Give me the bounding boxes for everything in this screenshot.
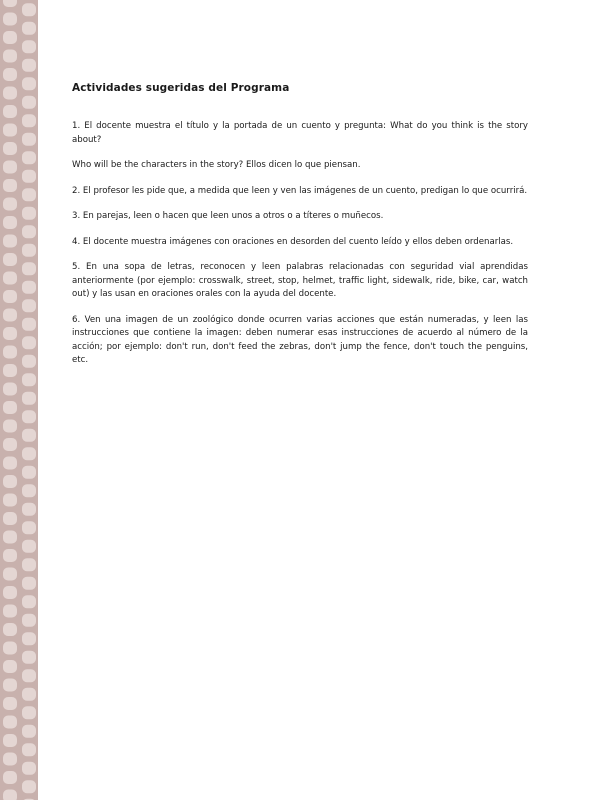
border-tile (22, 484, 36, 497)
border-tile (3, 272, 17, 285)
border-tile (3, 50, 17, 63)
border-tile (22, 96, 36, 109)
border-tile (22, 281, 36, 294)
border-tile (3, 253, 17, 266)
border-tile (3, 142, 17, 155)
border-tile (22, 318, 36, 331)
border-tile (3, 327, 17, 340)
border-tile (3, 0, 17, 7)
document-content (72, 82, 528, 380)
border-tile (22, 392, 36, 405)
border-tile (22, 3, 36, 16)
border-pattern (0, 0, 38, 800)
border-tile (3, 697, 17, 710)
border-tile (3, 31, 17, 44)
border-tile (3, 438, 17, 451)
border-tile (3, 420, 17, 433)
border-tile (22, 595, 36, 608)
border-tile (22, 429, 36, 442)
border-tile (3, 475, 17, 488)
border-tile (22, 780, 36, 793)
border-tile (3, 13, 17, 26)
border-tile (3, 679, 17, 692)
border-tile (3, 87, 17, 100)
border-tile (3, 235, 17, 248)
paragraph-6: 6. Ven una imagen de un zoológico donde ocurren varias acciones que están numeradas, y leen las instrucciones que contiene la imagen: deben numerar esas instrucciones de acuerdo al número de la acción; por ejemplo: don't run, don't feed the zebras, don't jump the fence, don't touch the penguins, etc. (72, 314, 528, 365)
border-tile (3, 364, 17, 377)
border-tile (3, 771, 17, 784)
border-tile (3, 586, 17, 599)
border-tile (3, 309, 17, 322)
paragraph-3: 3. En parejas, leen o hacen que leen unos a otros o a títeres o muñecos. (72, 211, 384, 221)
border-tile (22, 373, 36, 386)
paragraph-1b: Who will be the characters in the story? Ellos dicen lo que piensan. (72, 160, 361, 170)
border-tile (22, 669, 36, 682)
border-tile (22, 577, 36, 590)
border-tile (22, 244, 36, 257)
border-tile (3, 605, 17, 618)
border-tile (3, 124, 17, 137)
paragraph-1: 1. El docente muestra el título y la portada de un cuento y pregunta: What do you think is the story about? (72, 121, 528, 145)
border-tile (22, 299, 36, 312)
border-tile (22, 466, 36, 479)
decorative-border (0, 0, 38, 800)
paragraph-2: 2. El profesor les pide que, a medida que leen y ven las imágenes de un cuento, predigan lo que ocurrirá. (72, 185, 528, 196)
paragraph-5: 5. En una sopa de letras, reconocen y leen palabras relacionadas con seguridad vial aprendidas anteriormente (por ejemplo: crosswalk, street, stop, helmet, traffic light, sidewalk, ride, bike, car, watch out) y las usan en oraciones orales con la ayuda del docente. (72, 262, 528, 299)
border-tile (3, 753, 17, 766)
border-tile (22, 355, 36, 368)
border-tile (22, 77, 36, 90)
border-tile (22, 521, 36, 534)
border-tile (22, 688, 36, 701)
border-tile (3, 660, 17, 673)
border-tile (22, 262, 36, 275)
paragraph-4: 4. El docente muestra imágenes con oraciones en desorden del cuento leído y ellos deben ordenarlas. (72, 236, 514, 247)
border-tile (22, 188, 36, 201)
border-tile (3, 568, 17, 581)
border-tile (3, 161, 17, 174)
border-tile (3, 68, 17, 81)
border-tile (22, 59, 36, 72)
border-tile (3, 179, 17, 192)
border-tile (22, 651, 36, 664)
border-tile (22, 151, 36, 164)
border-tile (3, 531, 17, 544)
border-tile (3, 734, 17, 747)
border-tile (22, 503, 36, 516)
border-tile (3, 216, 17, 229)
border-tile (3, 401, 17, 414)
border-tile (22, 170, 36, 183)
border-tile (3, 623, 17, 636)
border-tile (22, 632, 36, 645)
border-tile (3, 457, 17, 470)
border-tile (3, 290, 17, 303)
border-tile (22, 558, 36, 571)
border-tile (22, 762, 36, 775)
border-tile (22, 540, 36, 553)
border-tile (3, 549, 17, 562)
border-tile (22, 40, 36, 53)
border-tile (22, 336, 36, 349)
border-tile (22, 447, 36, 460)
border-tile (3, 105, 17, 118)
border-tile (22, 225, 36, 238)
border-tile (22, 706, 36, 719)
border-tile (22, 133, 36, 146)
border-tile (22, 614, 36, 627)
document-title: Actividades sugeridas del Programa (72, 82, 290, 94)
border-tile (3, 383, 17, 396)
border-tile (22, 114, 36, 127)
border-tile (3, 512, 17, 525)
border-tile (3, 790, 17, 800)
border-tile (22, 743, 36, 756)
border-tile (22, 410, 36, 423)
border-tile (3, 716, 17, 729)
border-tile (22, 725, 36, 738)
border-tile (22, 207, 36, 220)
border-tile (3, 642, 17, 655)
border-tile (3, 198, 17, 211)
border-tile (3, 494, 17, 507)
border-tile (22, 22, 36, 35)
border-tile (3, 346, 17, 359)
